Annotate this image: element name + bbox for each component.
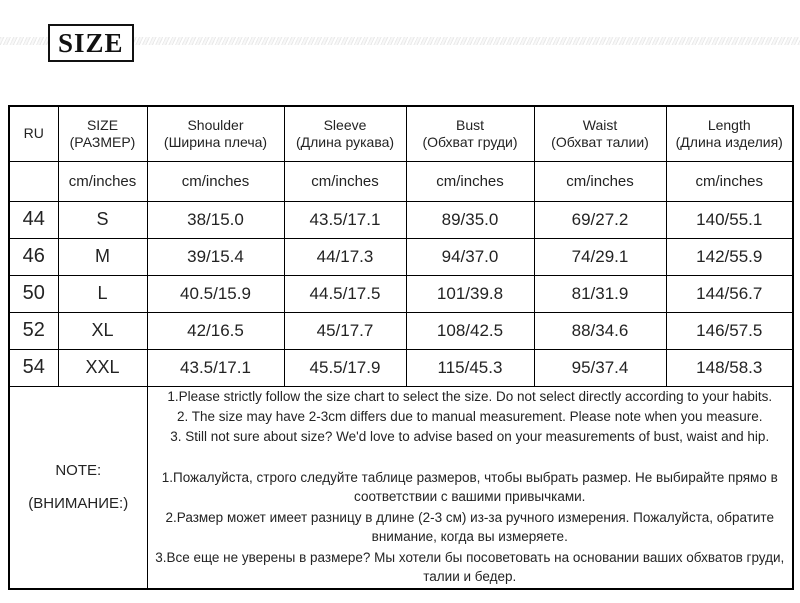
row-size-l xyxy=(9,275,793,312)
cell-ru: 54 xyxy=(9,349,58,386)
header-bust-en: Bust xyxy=(455,116,484,133)
cell-length: 142/55.9 xyxy=(666,238,793,275)
header-size-en: SIZE xyxy=(86,116,119,133)
cell-sleeve: 45/17.7 xyxy=(284,312,406,349)
cell-size: XL xyxy=(58,312,147,349)
cell-waist: 95/37.4 xyxy=(534,349,666,386)
cell-sleeve: 45.5/17.9 xyxy=(284,349,406,386)
note-line: 3.Все еще не уверены в размере? Мы хотели бы посоветовать на основании ваших обхватов груди, талии и бедер. xyxy=(155,549,785,584)
header-sleeve xyxy=(284,106,406,161)
units-waist: cm/inches xyxy=(534,161,666,201)
size-chart-table xyxy=(8,105,794,590)
units-bust: cm/inches xyxy=(406,161,534,201)
header-length-ru: (Длина изделия) xyxy=(675,133,783,150)
header-bust-ru: (Обхват груди) xyxy=(422,133,518,150)
cell-ru: 46 xyxy=(9,238,58,275)
cell-length: 148/58.3 xyxy=(666,349,793,386)
note-line: 2.Размер может имеет разницу в длине (2-3 см) из-за ручного измерения. Пожалуйста, обратите внимание, когда вы измеряете. xyxy=(165,509,774,544)
cell-waist: 81/31.9 xyxy=(534,275,666,312)
header-shoulder-ru: (Ширина плеча) xyxy=(163,133,268,150)
note-label-en: NOTE: xyxy=(55,462,102,479)
header-shoulder xyxy=(147,106,284,161)
units-sleeve: cm/inches xyxy=(284,161,406,201)
header-ru xyxy=(9,106,58,161)
header-size xyxy=(58,106,147,161)
header-waist-en: Waist xyxy=(582,116,618,133)
note-english-block xyxy=(148,387,793,447)
note-line: 3. Still not sure about size? We'd love to advise based on your measurements of bust, waist and hip. xyxy=(170,428,770,444)
note-text-cell xyxy=(147,386,793,589)
cell-length: 140/55.1 xyxy=(666,201,793,238)
header-sleeve-ru: (Длина рукава) xyxy=(295,133,395,150)
note-label-cell xyxy=(9,386,147,589)
header-shoulder-en: Shoulder xyxy=(187,116,244,133)
header-waist-ru: (Обхват талии) xyxy=(551,133,649,150)
cell-shoulder: 43.5/17.1 xyxy=(147,349,284,386)
cell-shoulder: 39/15.4 xyxy=(147,238,284,275)
cell-sleeve: 43.5/17.1 xyxy=(284,201,406,238)
cell-sleeve: 44.5/17.5 xyxy=(284,275,406,312)
cell-size: L xyxy=(58,275,147,312)
header-size-ru: (РАЗМЕР) xyxy=(69,133,136,150)
header-row xyxy=(9,106,793,161)
header-length-en: Length xyxy=(707,116,751,133)
note-label-ru: (ВНИМАНИЕ:) xyxy=(28,495,129,512)
header-waist xyxy=(534,106,666,161)
cell-shoulder: 38/15.0 xyxy=(147,201,284,238)
row-size-xl xyxy=(9,312,793,349)
cell-waist: 69/27.2 xyxy=(534,201,666,238)
cell-sleeve: 44/17.3 xyxy=(284,238,406,275)
size-chart-title-text: SIZE xyxy=(58,27,124,58)
cell-ru: 44 xyxy=(9,201,58,238)
note-line: 1.Пожалуйста, строго следуйте таблице размеров, чтобы выбрать размер. Не выбирайте прямо в соответствии с вашими привычками. xyxy=(161,469,778,504)
cell-bust: 89/35.0 xyxy=(406,201,534,238)
header-sleeve-en: Sleeve xyxy=(323,116,367,133)
row-size-xxl xyxy=(9,349,793,386)
size-chart-title xyxy=(48,24,134,62)
units-shoulder: cm/inches xyxy=(147,161,284,201)
cell-ru: 52 xyxy=(9,312,58,349)
header-length xyxy=(666,106,793,161)
units-ru xyxy=(9,161,58,201)
units-size: cm/inches xyxy=(58,161,147,201)
cell-bust: 101/39.8 xyxy=(406,275,534,312)
cell-length: 144/56.7 xyxy=(666,275,793,312)
note-line: 1.Please strictly follow the size chart to select the size. Do not select directly according to your habits. xyxy=(167,388,773,404)
cell-bust: 94/37.0 xyxy=(406,238,534,275)
note-line: 2. The size may have 2-3cm differs due to manual measurement. Please note when you measure. xyxy=(176,408,763,424)
cell-waist: 88/34.6 xyxy=(534,312,666,349)
units-row xyxy=(9,161,793,201)
row-size-s xyxy=(9,201,793,238)
cell-size: XXL xyxy=(58,349,147,386)
cell-ru: 50 xyxy=(9,275,58,312)
header-ru-en: RU xyxy=(23,125,44,142)
note-russian-block xyxy=(148,468,793,586)
header-bust xyxy=(406,106,534,161)
units-length: cm/inches xyxy=(666,161,793,201)
row-size-m xyxy=(9,238,793,275)
cell-shoulder: 40.5/15.9 xyxy=(147,275,284,312)
cell-size: M xyxy=(58,238,147,275)
cell-size: S xyxy=(58,201,147,238)
cell-waist: 74/29.1 xyxy=(534,238,666,275)
cell-shoulder: 42/16.5 xyxy=(147,312,284,349)
cell-length: 146/57.5 xyxy=(666,312,793,349)
cell-bust: 115/45.3 xyxy=(406,349,534,386)
note-row xyxy=(9,386,793,589)
cell-bust: 108/42.5 xyxy=(406,312,534,349)
